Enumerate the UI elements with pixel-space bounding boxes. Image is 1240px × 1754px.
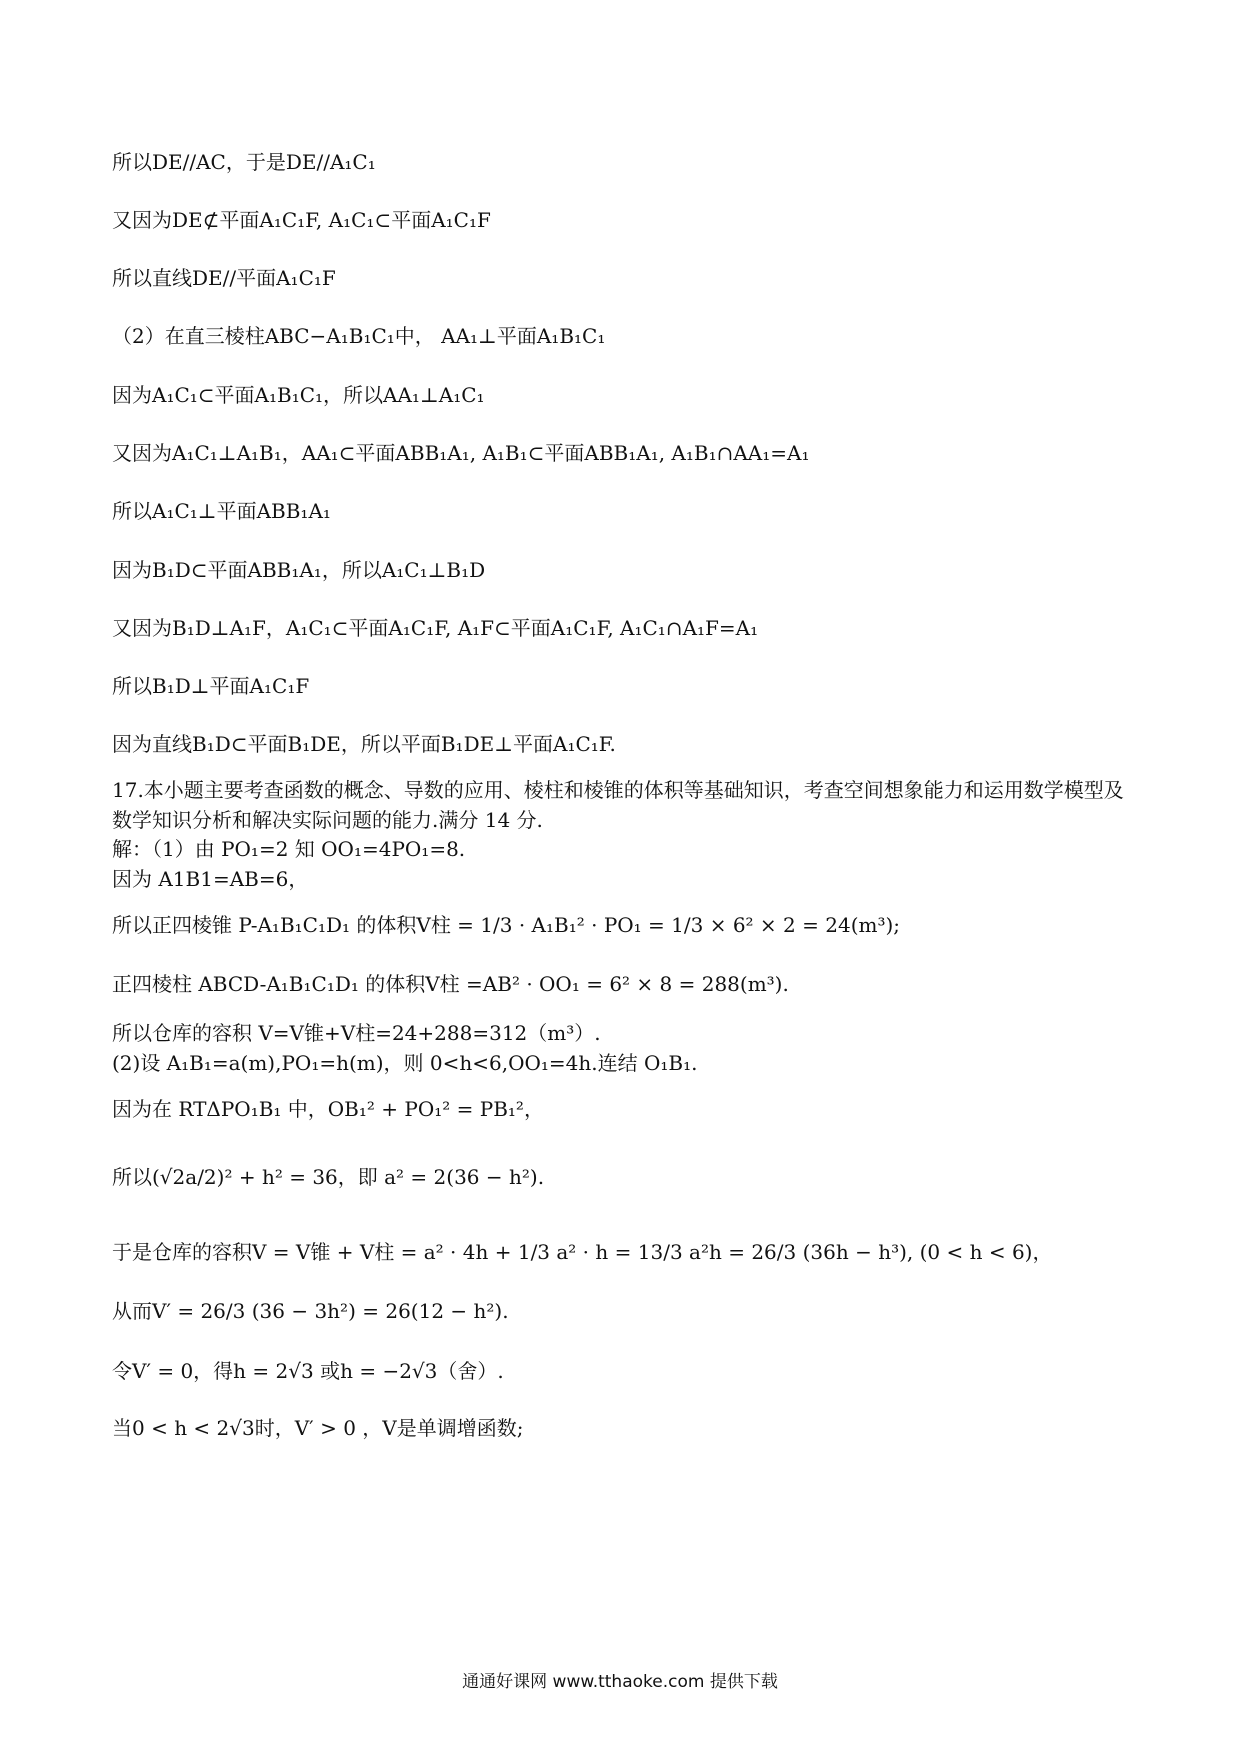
section-heading: 17.本小题主要考查函数的概念、导数的应用、棱柱和棱锥的体积等基础知识，考查空间想象能力和运用数学模型及数学知识分析和解决实际问题的能力.满分 14 分.: [112, 778, 1124, 832]
text-line: （2）在直三棱柱ABC−A₁B₁C₁中， AA₁⊥平面A₁B₁C₁: [112, 324, 606, 348]
text-line: 所以B₁D⊥平面A₁C₁F: [112, 674, 310, 698]
text-line: 所以DE//AC，于是DE//A₁C₁: [112, 150, 376, 174]
text-line: 又因为A₁C₁⊥A₁B₁，AA₁⊂平面ABB₁A₁, A₁B₁⊂平面ABB₁A₁, A₁B₁∩AA₁=A₁: [112, 441, 810, 465]
text-line: 因为A₁C₁⊂平面A₁B₁C₁，所以AA₁⊥A₁C₁: [112, 383, 485, 407]
text-line: 解：（1）由 PO₁=2 知 OO₁=4PO₁=8.: [112, 837, 466, 861]
formula-line: 令V′ = 0，得h = 2√3 或h = −2√3（舍）.: [112, 1359, 504, 1383]
text-line: 因为直线B₁D⊂平面B₁DE，所以平面B₁DE⊥平面A₁C₁F.: [112, 732, 616, 756]
formula-line: 于是仓库的容积V = V锥 + V柱 = a² · 4h + 1/3 a² · h = 13/3 a²h = 26/3 (36h − h³), (0 < h < 6)，: [112, 1240, 1053, 1264]
formula-line: 当0 < h < 2√3时，V′ > 0 ，V是单调增函数;: [112, 1416, 524, 1440]
formula-line: 所以(√2a/2)² + h² = 36，即 a² = 2(36 − h²).: [112, 1165, 545, 1189]
formula-line: 从而V′ = 26/3 (36 − 3h²) = 26(12 − h²).: [112, 1299, 509, 1323]
formula-line: 因为在 RTΔPO₁B₁ 中，OB₁² + PO₁² = PB₁²，: [112, 1097, 544, 1121]
text-line: (2)设 A₁B₁=a(m),PO₁=h(m)，则 0<h<6,OO₁=4h.连结 O₁B₁.: [112, 1051, 698, 1075]
text-line: 又因为DE⊄平面A₁C₁F, A₁C₁⊂平面A₁C₁F: [112, 208, 491, 232]
text-line: 因为B₁D⊂平面ABB₁A₁，所以A₁C₁⊥B₁D: [112, 558, 486, 582]
formula-line: 正四棱柱 ABCD-A₁B₁C₁D₁ 的体积V柱 =AB² · OO₁ = 6² × 8 = 288(m³).: [112, 972, 789, 996]
text-line: 所以直线DE//平面A₁C₁F: [112, 266, 336, 290]
text-line: 又因为B₁D⊥A₁F，A₁C₁⊂平面A₁C₁F, A₁F⊂平面A₁C₁F, A₁C₁∩A₁F=A₁: [112, 616, 759, 640]
formula-line: 所以正四棱锥 P-A₁B₁C₁D₁ 的体积V柱 = 1/3 · A₁B₁² · PO₁ = 1/3 × 6² × 2 = 24(m³);: [112, 913, 901, 937]
text-line: 所以仓库的容积 V=V锥+V柱=24+288=312（m³）.: [112, 1021, 601, 1045]
page-footer: 通通好课网 www.tthaoke.com 提供下载: [462, 1672, 778, 1692]
text-line: 所以A₁C₁⊥平面ABB₁A₁: [112, 499, 331, 523]
text-line: 因为 A1B1=AB=6，: [112, 867, 309, 891]
